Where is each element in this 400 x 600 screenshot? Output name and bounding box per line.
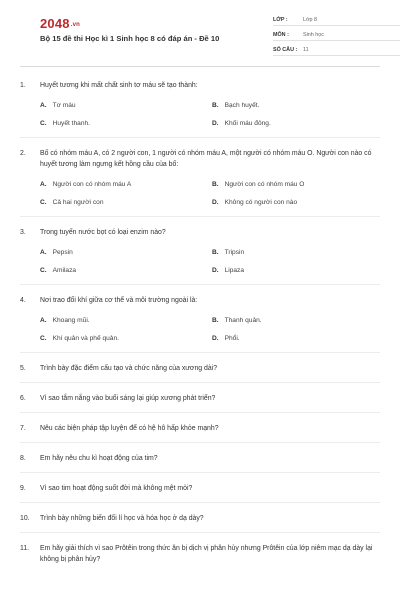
question-text: Vì sao tắm nắng vào buổi sáng lại giúp xương phát triển?	[40, 395, 216, 402]
option-text: Phổi.	[224, 335, 240, 342]
option-text: Cả hai người con	[52, 199, 104, 206]
question-text: Trình bày đặc điểm cấu tạo và chức năng của xương dài?	[40, 365, 218, 372]
question-item	[20, 423, 380, 434]
question-number: 4.	[20, 297, 26, 304]
option-letter: D.	[212, 199, 219, 206]
answer-option[interactable]	[212, 197, 384, 208]
answer-option[interactable]	[212, 179, 384, 190]
option-text: Khoang mũi.	[52, 317, 90, 324]
question-divider	[20, 412, 380, 413]
option-text: Lipaza	[224, 267, 245, 274]
answer-option[interactable]	[40, 100, 212, 111]
question-divider	[20, 502, 380, 503]
answer-option[interactable]	[40, 265, 212, 276]
option-letter: A.	[40, 181, 47, 188]
question-number: 5.	[20, 365, 26, 372]
meta-key: MÔN :	[273, 31, 289, 38]
option-text: Tơ máu	[52, 102, 76, 109]
option-text: Tripsin	[224, 249, 245, 256]
question-number: 11.	[20, 545, 30, 552]
question-text: Vì sao tim hoạt động suốt đời mà không mệt mỏi?	[40, 485, 193, 492]
option-text: Người con có nhóm máu A	[52, 181, 132, 188]
option-letter: D.	[212, 335, 219, 342]
answer-option[interactable]	[40, 197, 212, 208]
option-text: Bạch huyết.	[224, 102, 260, 109]
question-item	[20, 80, 380, 129]
meta-key: LỚP :	[273, 16, 288, 23]
answer-option[interactable]	[212, 265, 384, 276]
option-letter: C.	[40, 267, 47, 274]
option-letter: A.	[40, 102, 47, 109]
question-number: 3.	[20, 229, 26, 236]
question-number: 6.	[20, 395, 26, 402]
meta-value: Lớp 8	[303, 16, 318, 23]
question-divider	[20, 382, 380, 383]
question-text: Nêu các biện pháp tập luyện để có hệ hô hấp khỏe mạnh?	[40, 425, 219, 432]
answer-option[interactable]	[212, 333, 384, 344]
option-text: Không có người con nào	[224, 199, 298, 206]
question-divider	[20, 284, 380, 285]
option-letter: B.	[212, 249, 219, 256]
question-item	[20, 393, 380, 404]
question-item	[20, 543, 380, 565]
question-text: Huyết tương khi mất chất sinh tơ máu sẽ tạo thành:	[40, 82, 198, 89]
question-text: Em hãy nêu chu kì hoạt động của tim?	[40, 455, 158, 462]
site-logo[interactable]: 2048.vn	[40, 16, 81, 31]
question-item	[20, 148, 380, 208]
meta-row	[273, 14, 400, 26]
meta-row	[273, 29, 400, 41]
question-item	[20, 227, 380, 276]
question-item	[20, 483, 380, 494]
question-number: 9.	[20, 485, 26, 492]
question-text: Em hãy giải thích vì sao Prôtêin trong thức ăn bị dịch vị phân hủy nhưng Prôtêin của lớp niêm mạc dạ dày lại không bị phân hủy?	[40, 545, 373, 563]
question-text: Trình bày những biến đổi lí học và hóa học ở dạ dày?	[40, 515, 204, 522]
question-item	[20, 295, 380, 344]
option-text: Người con có nhóm máu O	[224, 181, 305, 188]
answer-option[interactable]	[40, 315, 212, 326]
option-letter: D.	[212, 120, 219, 127]
question-item	[20, 453, 380, 464]
question-divider	[20, 352, 380, 353]
question-divider	[20, 442, 380, 443]
option-letter: B.	[212, 102, 219, 109]
answer-option[interactable]	[40, 247, 212, 258]
question-item	[20, 363, 380, 374]
option-letter: C.	[40, 199, 47, 206]
option-letter: B.	[212, 181, 219, 188]
answer-option[interactable]	[212, 247, 384, 258]
answer-option[interactable]	[212, 100, 384, 111]
answer-option[interactable]	[40, 333, 212, 344]
question-number: 2.	[20, 150, 26, 157]
document-title: Bộ 15 đề thi Học kì 1 Sinh học 8 có đáp án - Đề 10	[40, 34, 220, 43]
question-text: Trong tuyến nước bọt có loại enzim nào?	[40, 229, 166, 236]
question-divider	[20, 216, 380, 217]
question-text: Bố có nhóm máu A, có 2 người con, 1 người có nhóm máu A, một người có nhóm máu O. Người con nào có huyết tương làm ngưng kết hồng cầu của bố:	[40, 150, 372, 168]
question-item	[20, 513, 380, 524]
meta-value: 11	[303, 46, 309, 53]
option-letter: B.	[212, 317, 219, 324]
answer-options	[40, 315, 380, 344]
question-text: Nơi trao đổi khí giữa cơ thể và môi trường ngoài là:	[40, 297, 198, 304]
answer-options	[40, 179, 380, 208]
answer-option[interactable]	[40, 179, 212, 190]
header-divider	[20, 66, 380, 67]
question-divider	[20, 532, 380, 533]
question-divider	[20, 137, 380, 138]
header	[20, 0, 380, 68]
answer-options	[40, 247, 380, 276]
option-text: Pepsin	[52, 249, 73, 256]
meta-row	[273, 44, 400, 56]
question-divider	[20, 472, 380, 473]
answer-option[interactable]	[212, 118, 384, 129]
option-letter: D.	[212, 267, 219, 274]
answer-option[interactable]	[40, 118, 212, 129]
option-letter: A.	[40, 317, 47, 324]
answer-options	[40, 100, 380, 129]
question-number: 10.	[20, 515, 30, 522]
option-letter: C.	[40, 120, 47, 127]
option-text: Huyết thanh.	[52, 120, 90, 127]
option-text: Amilaza	[52, 267, 77, 274]
exam-meta	[273, 14, 400, 59]
question-number: 8.	[20, 455, 26, 462]
question-number: 1.	[20, 82, 26, 89]
option-text: Khối máu đông.	[224, 120, 271, 127]
meta-value: Sinh học	[303, 31, 324, 38]
option-text: Khí quản và phế quản.	[52, 335, 119, 342]
option-letter: A.	[40, 249, 47, 256]
option-letter: C.	[40, 335, 47, 342]
meta-key: SỐ CÂU :	[273, 46, 298, 53]
answer-option[interactable]	[212, 315, 384, 326]
question-list	[20, 80, 380, 565]
option-text: Thanh quản.	[224, 317, 262, 324]
question-number: 7.	[20, 425, 26, 432]
